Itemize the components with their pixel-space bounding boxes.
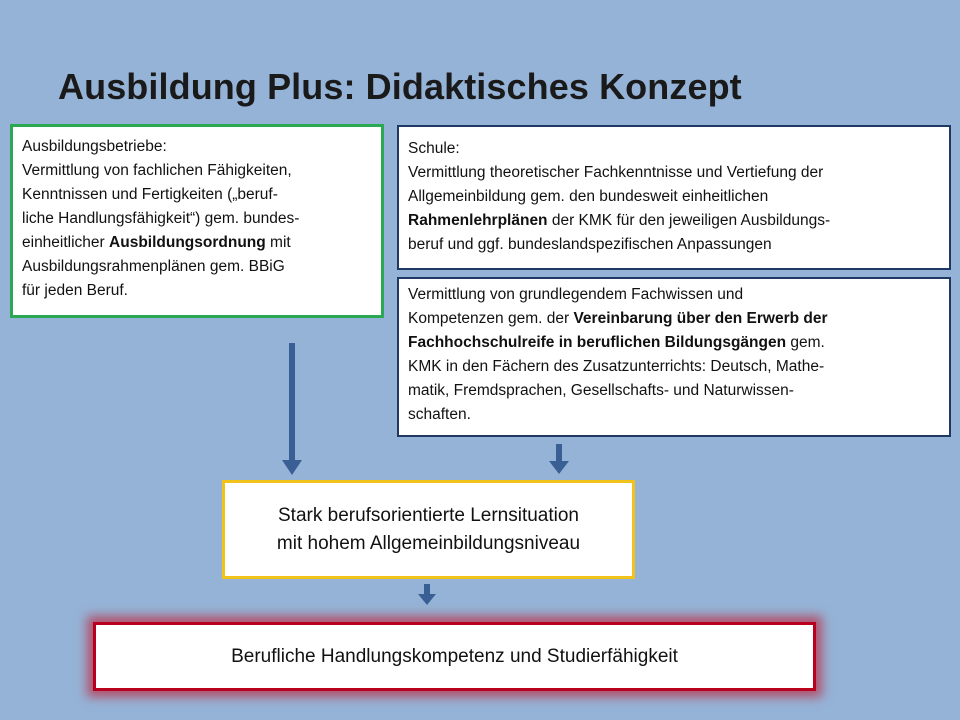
betrieb-line: für jeden Beruf. [22, 282, 128, 299]
ergebnis-text: Berufliche Handlungskompetenz und Studierfähigkeit [231, 645, 678, 667]
ausbildungsordnung-keyword: Ausbildungsordnung [109, 234, 266, 251]
betrieb-line: Vermittlung von fachlichen Fähigkeiten, [22, 162, 292, 179]
schule-text: der KMK für den jeweiligen Ausbildungs- [547, 212, 831, 229]
arrow-down-icon [548, 444, 570, 475]
lernsituation-line: Stark berufsorientierte Lernsituation [278, 504, 579, 526]
schule-line: Schule: [408, 140, 460, 157]
zusatz-line: KMK in den Fächern des Zusatzunterrichts: Deutsch, Mathe- [408, 358, 825, 375]
betrieb-line: Ausbildungsbetriebe: [22, 138, 167, 155]
betrieb-text: einheitlicher [22, 234, 110, 251]
lernsituation-box [222, 480, 635, 579]
betrieb-line [22, 231, 372, 255]
arrow-down-icon [418, 584, 436, 606]
fachhochschulreife-keyword: Fachhochschulreife in beruflichen Bildungsgängen [408, 334, 787, 351]
betrieb-line: liche Handlungsfähigkeit“) gem. bundes- [22, 210, 300, 227]
rahmenlehrplaene-keyword: Rahmenlehrplänen [408, 212, 548, 229]
lernsituation-line: mit hohem Allgemeinbildungsniveau [276, 532, 581, 554]
betrieb-line: Kenntnissen und Fertigkeiten („beruf- [22, 186, 278, 203]
ergebnis-box [93, 622, 816, 691]
page-title: Ausbildung Plus: Didaktisches Konzept [58, 66, 742, 107]
arrow-down-icon [280, 343, 304, 476]
zusatz-line [408, 307, 940, 331]
vereinbarung-keyword: Vereinbarung über den Erwerb der [573, 310, 828, 327]
zusatz-line: Vermittlung von grundlegendem Fachwissen und [408, 286, 744, 303]
schule-line: Vermittlung theoretischer Fachkenntnisse und Vertiefung der [408, 164, 824, 181]
zusatzunterricht-box [397, 277, 951, 437]
zusatz-line: schaften. [408, 406, 471, 423]
betrieb-line: Ausbildungsrahmenplänen gem. BBiG [22, 258, 285, 275]
schule-line [408, 209, 940, 233]
zusatz-line: matik, Fremdsprachen, Gesellschafts- und Naturwissen- [408, 382, 794, 399]
schule-line: beruf und ggf. bundeslandspezifischen Anpassungen [408, 236, 772, 253]
zusatz-text: Kompetenzen gem. der [408, 310, 574, 327]
zusatz-text: gem. [786, 334, 825, 351]
schule-line: Allgemeinbildung gem. den bundesweit einheitlichen [408, 188, 769, 205]
zusatz-line [408, 331, 940, 355]
schule-box [397, 125, 951, 270]
ausbildungsbetriebe-box [10, 124, 384, 318]
betrieb-text: mit [265, 234, 291, 251]
